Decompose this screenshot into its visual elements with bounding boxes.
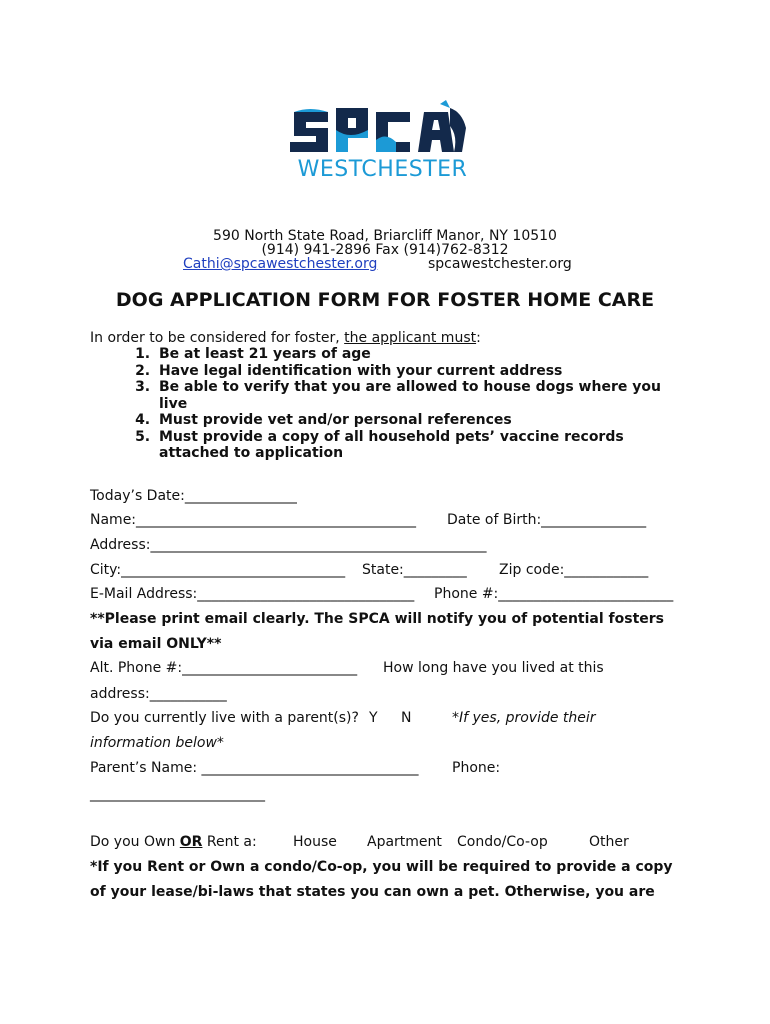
- requirement-item: 1. Be at least 21 years of age: [155, 346, 685, 363]
- email-address-field[interactable]: E-Mail Address:_______________________________: [90, 586, 415, 602]
- option-other[interactable]: Other: [589, 834, 629, 850]
- parent-phone-field[interactable]: _________________________: [90, 786, 265, 802]
- own-rent-suffix: Rent a:: [202, 834, 257, 850]
- email-link[interactable]: [183, 256, 377, 273]
- parent-note-continued: information below*: [90, 735, 224, 751]
- phone-field[interactable]: Phone #:_________________________: [434, 586, 674, 602]
- form-title: DOG APPLICATION FORM FOR FOSTER HOME CARE: [115, 289, 655, 311]
- intro-suffix: :: [476, 330, 481, 346]
- requirement-item: 3. Be able to verify that you are allowed to house dogs where you live: [155, 379, 685, 412]
- own-rent-prefix: Do you Own: [90, 834, 180, 850]
- logo-subtitle: WESTCHESTER: [297, 157, 468, 182]
- requirements-list: [110, 346, 685, 462]
- website-text: spcawestchester.org: [428, 256, 572, 272]
- state-field[interactable]: State:_________: [362, 562, 467, 578]
- email-link-text[interactable]: Cathi@spcawestchester.org: [183, 256, 378, 272]
- logo-letter-s: [290, 112, 328, 152]
- alt-phone-field[interactable]: Alt. Phone #:_________________________: [90, 660, 358, 676]
- own-rent-or: OR: [179, 834, 203, 850]
- email-note: **Please print email clearly. The SPCA will notify you of potential fosters: [90, 611, 665, 627]
- requirement-item: 4. Must provide vet and/or personal references: [155, 412, 685, 429]
- option-house[interactable]: House: [293, 834, 337, 850]
- intro-text: [90, 330, 481, 347]
- parent-question: Do you currently live with a parent(s)?: [90, 710, 359, 726]
- option-apartment[interactable]: Apartment: [367, 834, 442, 850]
- lease-note-continued: of your lease/bi-laws that states you can own a pet. Otherwise, you are: [90, 884, 655, 900]
- requirement-item: 2. Have legal identification with your current address: [155, 363, 685, 380]
- parents-name-field[interactable]: Parent’s Name: _______________________________: [90, 760, 419, 776]
- zip-field[interactable]: Zip code:____________: [499, 562, 649, 578]
- email-note-continued: via email ONLY**: [90, 636, 222, 652]
- parent-no-option[interactable]: N: [401, 710, 412, 726]
- org-address: 590 North State Road, Briarcliff Manor, NY 10510: [213, 228, 557, 244]
- intro-underlined: the applicant must: [344, 330, 477, 346]
- logo-letter-a: [418, 112, 454, 152]
- date-of-birth-field[interactable]: Date of Birth:_______________: [447, 512, 647, 528]
- how-long-field[interactable]: address:___________: [90, 686, 227, 702]
- requirement-item: 5. Must provide a copy of all household pets’ vaccine records attached to application: [155, 429, 685, 462]
- org-phone-fax: (914) 941-2896 Fax (914)762-8312: [261, 242, 509, 258]
- own-rent-question: [90, 834, 257, 851]
- parent-phone-label: Phone:: [452, 760, 501, 776]
- parent-yes-option[interactable]: Y: [369, 710, 378, 726]
- lease-note: *If you Rent or Own a condo/Co-op, you will be required to provide a copy: [90, 859, 673, 875]
- address-field[interactable]: Address:________________________________________________: [90, 537, 487, 553]
- name-field[interactable]: Name:________________________________________: [90, 512, 417, 528]
- how-long-question: How long have you lived at this: [383, 660, 604, 676]
- intro-prefix: In order to be considered for foster,: [90, 330, 345, 346]
- todays-date-field[interactable]: Today’s Date:________________: [90, 488, 297, 504]
- parent-note: *If yes, provide their: [452, 710, 596, 726]
- city-field[interactable]: City:________________________________: [90, 562, 346, 578]
- option-condo-coop[interactable]: Condo/Co-op: [457, 834, 548, 850]
